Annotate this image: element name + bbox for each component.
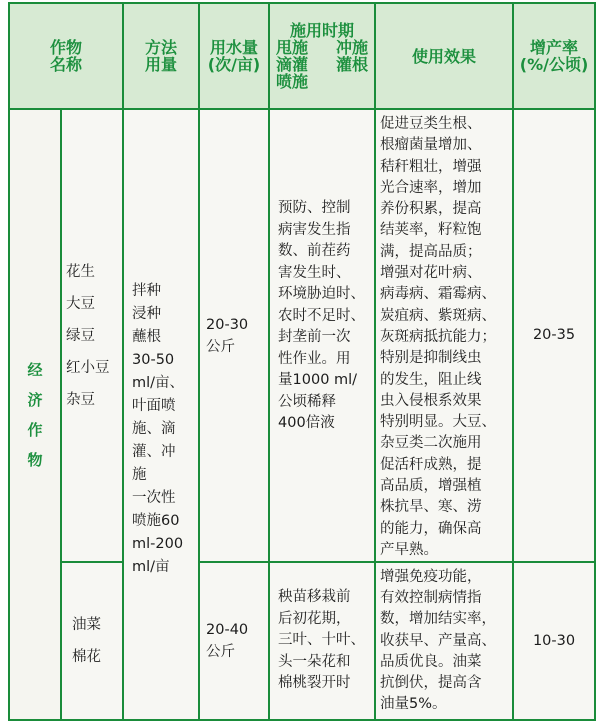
effect-line: 病毒病、霜霉病、: [380, 286, 497, 303]
timing-line: 性作业。用: [278, 350, 351, 367]
method-line: 施: [132, 467, 147, 484]
crop-name: 红小豆: [66, 359, 110, 376]
water-line: 公斤: [206, 644, 236, 661]
header-timing-line4: 喷施: [276, 72, 309, 91]
crop-name: 杂豆: [66, 391, 95, 408]
timing-cell: [269, 562, 375, 720]
crop-name: 绿豆: [66, 327, 95, 344]
timing-line: 农时不足时、: [278, 307, 366, 324]
crop-names-cell: [61, 562, 123, 720]
timing-line: 量1000 ml/: [278, 372, 358, 388]
effect-line: 特别是抑制线虫: [380, 350, 482, 367]
effect-line: 灰斑病抵抗能力；: [380, 328, 497, 345]
water-cell: [199, 109, 269, 562]
effect-line: 品质优良。油菜: [380, 653, 482, 670]
timing-line: 害发生时、: [278, 264, 351, 281]
effect-line: 抗倒伏，提高含: [380, 675, 482, 692]
header-timing-line2-right: 冲施: [336, 38, 369, 57]
header-yield: [513, 3, 595, 109]
effect-line: 株抗旱、寒、涝: [380, 499, 482, 516]
effect-line: 油量5%。: [380, 696, 447, 713]
header-timing-line3-left: 滴灌: [276, 55, 309, 74]
crop-name: 棉花: [72, 649, 101, 666]
method-line: 30-50: [132, 352, 175, 369]
method-line: 浸种: [132, 306, 162, 323]
yield-value: 20-35: [532, 327, 576, 344]
method-line: ml-200: [132, 536, 184, 553]
yield-cell: [513, 109, 595, 562]
effect-line: 促进豆类生根、: [380, 116, 482, 132]
method-line: 拌种: [132, 283, 162, 300]
method-cell: [123, 109, 199, 720]
category-cell: [9, 109, 61, 720]
timing-line: 棉桃裂开时: [278, 675, 351, 692]
category-char: 经: [27, 360, 43, 379]
water-line: 20-30: [206, 316, 249, 333]
header-timing-line2: [270, 39, 374, 56]
method-line: 一次性: [132, 490, 176, 507]
category-char: 作: [27, 420, 43, 439]
header-timing-line3-right: 灌根: [336, 55, 369, 74]
water-cell: [199, 562, 269, 720]
effect-line: 收获早、产量高、: [380, 632, 497, 649]
crop-name: 花生: [66, 263, 95, 280]
header-effect-label: 使用效果: [412, 46, 477, 66]
effect-line: 增强对花叶病、: [380, 265, 482, 282]
header-effect: [375, 3, 513, 109]
header-water-line1: 用水量: [210, 38, 259, 57]
timing-line: 预防、控制: [278, 200, 351, 216]
effect-line: 虫入侵根系效果: [380, 392, 482, 409]
effect-line: 增强免疫功能，: [380, 568, 482, 585]
timing-line: 400倍液: [278, 415, 335, 431]
header-crop: [9, 3, 123, 109]
timing-line: 病害发生指: [278, 221, 351, 238]
yield-value: 10-30: [532, 632, 576, 649]
header-yield-line1: 增产率: [530, 38, 579, 57]
header-water: [199, 3, 269, 109]
yield-cell: [513, 562, 595, 720]
header-water-line2: (次/亩): [207, 55, 261, 74]
effect-line: 秸秆粗壮，增强: [380, 158, 482, 175]
effect-cell: [375, 562, 513, 720]
effect-line: 高品质，增强植: [380, 478, 482, 495]
timing-line: 数、前茬药: [278, 243, 351, 259]
method-line: 灌、冲: [132, 444, 176, 461]
timing-line: 三叶、十叶、: [278, 632, 366, 649]
timing-line: 秧苗移栽前: [278, 589, 351, 606]
effect-line: 有效控制病情指: [380, 589, 482, 606]
header-method-line1: 方法: [145, 38, 178, 57]
usage-table: [8, 2, 596, 721]
method-line: 施、滴: [132, 421, 176, 438]
effect-line: 产早熟。: [380, 541, 439, 558]
header-timing-line2-left: 甩施: [276, 38, 309, 57]
timing-line: 头一朵花和: [278, 653, 351, 670]
crop-name: 油菜: [72, 617, 101, 634]
category-char: 济: [27, 390, 43, 409]
method-line: ml/亩: [132, 559, 170, 576]
header-timing-line1: 施用时期: [290, 21, 355, 40]
timing-line: 环境胁迫时、: [278, 286, 366, 302]
effect-line: 的能力，确保高: [380, 520, 482, 537]
effect-line: 特别明显。大豆、: [380, 414, 497, 431]
effect-line: 光合速率，增加: [380, 179, 482, 196]
header-crop-line1: 作物: [50, 38, 83, 57]
effect-line: 养份积累，提高: [380, 201, 482, 218]
header-yield-line2: (%/公顷): [519, 55, 589, 74]
effect-line: 炭疽病、紫斑病、: [380, 307, 497, 324]
effect-line: 杂豆类二次施用: [380, 435, 482, 452]
category-char: 物: [27, 450, 43, 469]
header-timing: [269, 3, 375, 109]
effect-line: 数，增加结实率，: [380, 611, 497, 628]
table-row: [9, 109, 595, 562]
method-line: 叶面喷: [132, 398, 176, 415]
method-line: ml/亩、: [132, 375, 185, 392]
effect-line: 促活秆成熟，提: [380, 456, 482, 473]
table-row: [9, 562, 595, 720]
water-line: 20-40: [206, 622, 249, 639]
timing-line: 封垄前一次: [278, 329, 351, 345]
effect-line: 结荚率，籽粒饱: [380, 222, 482, 239]
timing-cell: [269, 109, 375, 562]
header-row: [9, 3, 595, 109]
timing-line: 后初花期，: [278, 610, 351, 627]
header-timing-line3: [270, 56, 374, 73]
header-method-line2: 用量: [145, 55, 178, 74]
effect-cell: [375, 109, 513, 562]
header-method: [123, 3, 199, 109]
method-line: 喷施60: [132, 513, 180, 530]
method-line: 蘸根: [132, 329, 162, 346]
timing-line: 公顷稀释: [278, 393, 337, 410]
crop-name: 大豆: [66, 295, 95, 312]
effect-line: 满，提高品质；: [380, 243, 482, 260]
effect-line: 的发生，阻止线: [380, 371, 482, 388]
effect-line: 根瘤菌量增加、: [380, 137, 482, 154]
water-line: 公斤: [206, 338, 236, 355]
header-crop-line2: 名称: [50, 55, 83, 74]
crop-names-cell: [61, 109, 123, 562]
